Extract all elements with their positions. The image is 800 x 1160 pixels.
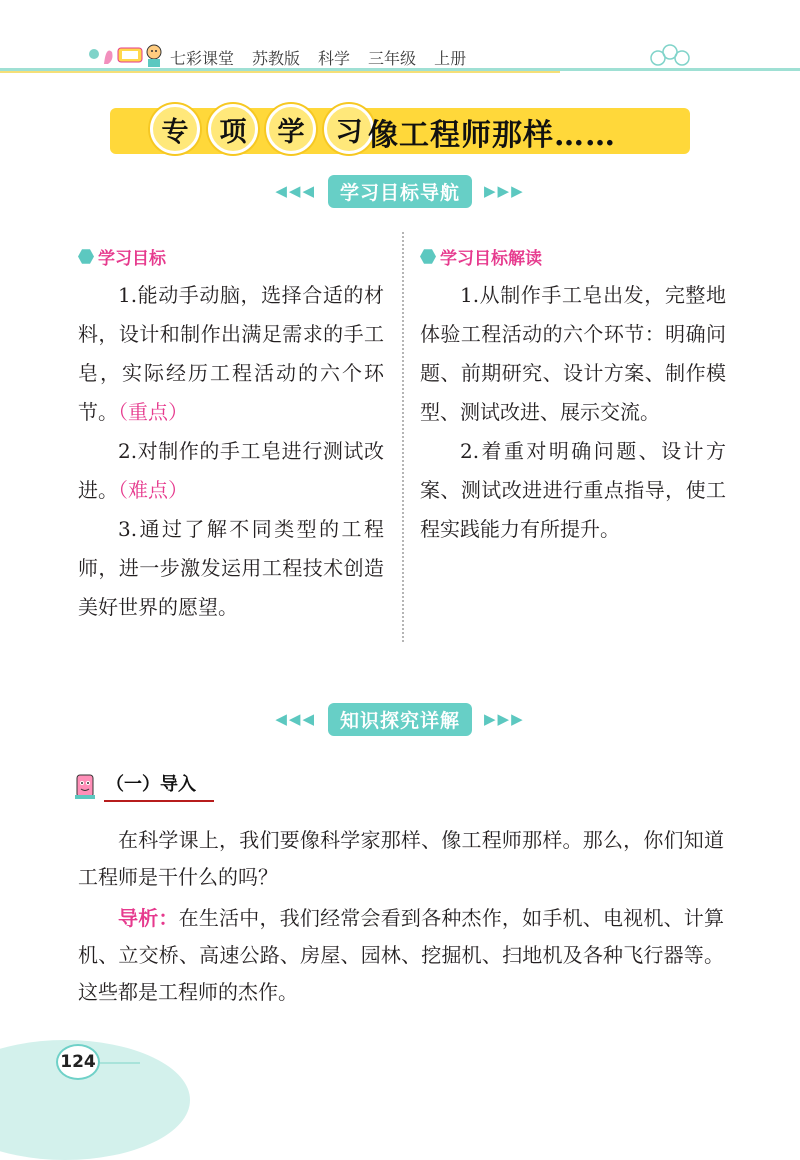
qicai-logo-icon <box>84 40 168 68</box>
interpretation-heading: 学习目标解读 <box>420 244 542 269</box>
header-grade: 三年级 <box>368 49 417 68</box>
objective-item: 1.能动手动脑，选择合适的材料，设计和制作出满足需求的手工皂，实际经历工程活动的六个环节。（重点） <box>78 283 384 424</box>
header-rule-accent <box>0 71 560 73</box>
arrow-left-icon: ◀◀◀ <box>275 710 316 728</box>
objectives-heading: 学习目标 <box>78 244 166 269</box>
header-subject: 科学 <box>318 49 351 68</box>
header-meta <box>170 46 466 69</box>
banner-char: 专 <box>150 104 200 154</box>
column-divider <box>402 232 406 642</box>
intro-question: 在科学课上，我们要像科学家那样、像工程师那样。那么，你们知道工程师是干什么的吗？ <box>78 828 724 889</box>
hexagon-icon <box>420 249 436 265</box>
header-series: 七彩课堂 <box>170 49 235 68</box>
objectives-text <box>78 276 384 627</box>
arrow-right-icon: ▶▶▶ <box>484 710 525 728</box>
objective-item: 2.对制作的手工皂进行测试改进。（难点） <box>78 439 384 502</box>
objective-item: 3.通过了解不同类型的工程师，进一步激发运用工程技术创造美好世界的愿望。 <box>78 517 384 619</box>
section-header-objectives <box>0 174 800 208</box>
intro-heading <box>72 770 214 802</box>
banner-label <box>150 104 374 154</box>
section-label: 知识探究详解 <box>328 703 472 736</box>
section-label: 学习目标导航 <box>328 175 472 208</box>
arrow-left-icon: ◀◀◀ <box>275 182 316 200</box>
page-number-rule <box>100 1062 140 1064</box>
section-header-knowledge <box>0 702 800 736</box>
banner-char: 项 <box>208 104 258 154</box>
intro-body <box>78 822 724 1011</box>
page-title: 像工程师那样…… <box>368 118 616 153</box>
intro-guide: 导析：在生活中，我们经常会看到各种杰作，如手机、电视机、计算机、立交桥、高速公路、房屋、园林、挖掘机、扫地机及各种飞行器等。这些都是工程师的杰作。 <box>78 906 725 1004</box>
header-edition: 苏教版 <box>252 49 301 68</box>
header-volume: 上册 <box>434 49 467 68</box>
banner-char: 学 <box>266 104 316 154</box>
hexagon-icon <box>78 249 94 265</box>
arrow-right-icon: ▶▶▶ <box>484 182 525 200</box>
header-circles-icon <box>648 40 698 70</box>
banner-char: 习 <box>324 104 374 154</box>
interpretation-text <box>420 276 726 549</box>
mascot-icon <box>72 771 98 801</box>
intro-title: （一）导入 <box>104 770 214 802</box>
interpretation-item: 2.着重对明确问题、设计方案、测试改进进行重点指导，使工程实践能力有所提升。 <box>420 439 726 541</box>
page-number: 124 <box>56 1044 100 1080</box>
interpretation-item: 1.从制作手工皂出发，完整地体验工程活动的六个环节：明确问题、前期研究、设计方案、制作模型、测试改进、展示交流。 <box>420 283 726 424</box>
